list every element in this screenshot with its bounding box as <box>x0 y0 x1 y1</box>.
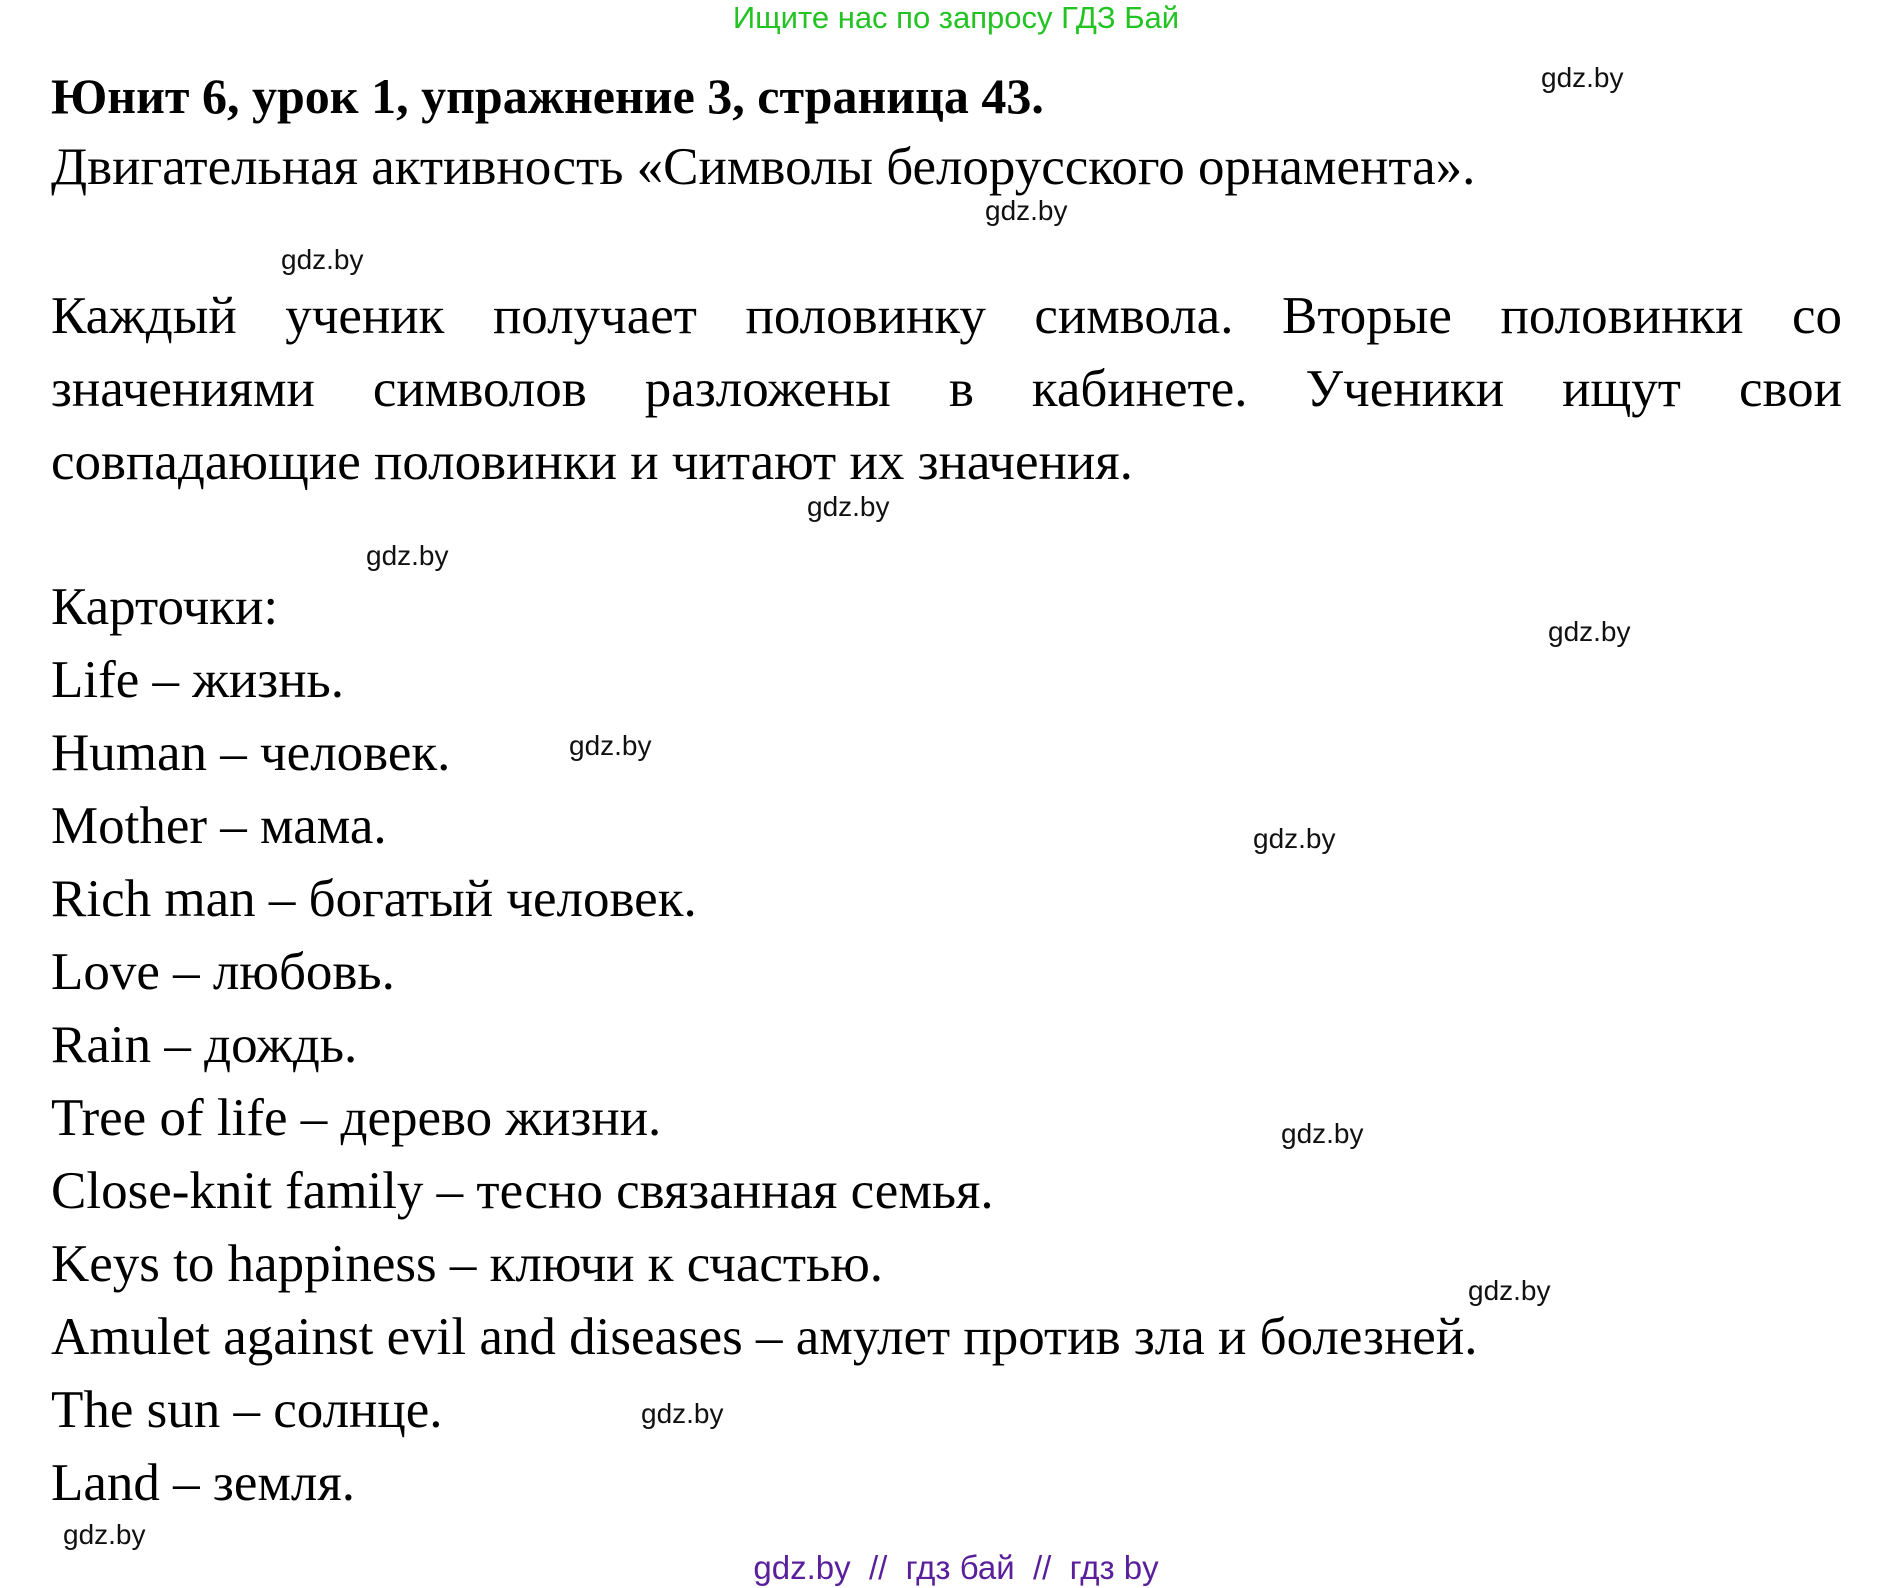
task-paragraph: Каждый ученик получает половинку символа. Вторые половинки со значениями символов разложены в кабинете. Ученики ищут свои совпадающие половинки и читают их значения. <box>51 287 1842 491</box>
card-item: Amulet against evil and diseases – амулет против зла и болезней. <box>51 1308 1478 1366</box>
card-item: Rain – дождь. <box>51 1016 358 1074</box>
watermark: gdz.by <box>366 540 449 571</box>
card-item: Life – жизнь. <box>51 651 344 709</box>
card-item: Tree of life – дерево жизни. <box>51 1089 662 1147</box>
watermark: gdz.by <box>985 195 1068 226</box>
watermark: gdz.by <box>1253 823 1336 854</box>
subtitle: Двигательная активность «Символы белорусского орнамента». <box>51 138 1476 196</box>
card-item: Close-knit family – тесно связанная семья. <box>51 1162 994 1220</box>
ad-banner[interactable]: Ищите нас по запросу ГДЗ Бай <box>732 0 1180 35</box>
card-item: Mother – мама. <box>51 797 387 855</box>
cards-heading: Карточки: <box>51 578 279 636</box>
watermark: gdz.by <box>641 1398 724 1429</box>
card-item: Rich man – богатый человек. <box>51 870 697 928</box>
footer-links[interactable]: gdz.by // гдз бай // гдз by <box>753 1549 1159 1586</box>
page-title: Юнит 6, урок 1, упражнение 3, страница 43. <box>51 68 1044 124</box>
watermark: gdz.by <box>1281 1118 1364 1149</box>
watermark: gdz.by <box>1541 62 1624 93</box>
watermark: gdz.by <box>807 491 890 522</box>
watermark: gdz.by <box>569 730 652 761</box>
card-item: The sun – солнце. <box>51 1381 443 1439</box>
card-item: Human – человек. <box>51 724 451 782</box>
watermark: gdz.by <box>281 244 364 275</box>
watermark: gdz.by <box>1468 1275 1551 1306</box>
watermark: gdz.by <box>1548 616 1631 647</box>
card-item: Keys to happiness – ключи к счастью. <box>51 1235 884 1293</box>
card-item: Love – любовь. <box>51 943 395 1001</box>
card-item: Land – земля. <box>51 1454 355 1512</box>
watermark: gdz.by <box>63 1519 146 1550</box>
